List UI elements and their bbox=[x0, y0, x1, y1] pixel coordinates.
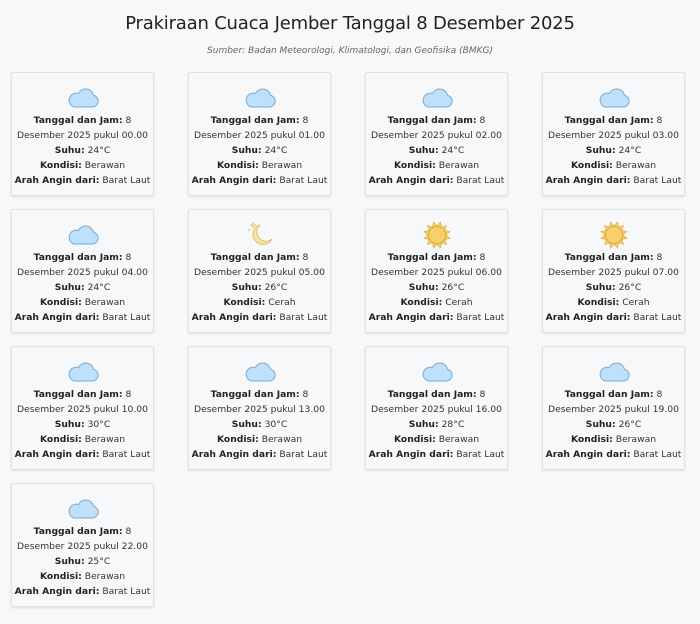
temperature-label: Suhu: bbox=[585, 419, 616, 430]
wind-label: Arah Angin dari: bbox=[14, 312, 100, 323]
temperature-line bbox=[12, 143, 153, 158]
temperature-value: 30°C bbox=[264, 419, 288, 430]
temperature-line bbox=[12, 554, 153, 569]
temperature-label: Suhu: bbox=[54, 145, 85, 156]
sun-icon bbox=[366, 224, 507, 250]
temperature-label: Suhu: bbox=[54, 419, 85, 430]
condition-value: Berawan bbox=[84, 297, 126, 308]
temperature-line bbox=[366, 280, 507, 295]
wind-value: Barat Laut bbox=[102, 586, 151, 597]
datetime-day: 8 bbox=[479, 252, 486, 263]
datetime-label: Tanggal dan Jam: bbox=[210, 389, 300, 400]
cloud-icon bbox=[189, 361, 330, 387]
datetime-line bbox=[543, 250, 684, 265]
condition-line bbox=[189, 432, 330, 447]
condition-label: Kondisi: bbox=[39, 297, 82, 308]
wind-label: Arah Angin dari: bbox=[545, 449, 631, 460]
datetime-value: Desember 2025 pukul 04.00 bbox=[17, 267, 148, 278]
temperature-label: Suhu: bbox=[585, 282, 616, 293]
wind-value: Barat Laut bbox=[633, 175, 682, 186]
datetime-day: 8 bbox=[125, 115, 132, 126]
wind-value: Barat Laut bbox=[633, 312, 682, 323]
condition-line bbox=[12, 295, 153, 310]
temperature-value: 24°C bbox=[441, 145, 465, 156]
wind-line bbox=[12, 584, 153, 599]
forecast-card-11 bbox=[542, 346, 685, 470]
temperature-value: 24°C bbox=[87, 282, 111, 293]
condition-label: Kondisi: bbox=[39, 160, 82, 171]
condition-line bbox=[543, 158, 684, 173]
condition-line bbox=[543, 295, 684, 310]
condition-label: Kondisi: bbox=[400, 297, 443, 308]
datetime-label: Tanggal dan Jam: bbox=[387, 115, 477, 126]
temperature-value: 28°C bbox=[441, 419, 465, 430]
datetime-label: Tanggal dan Jam: bbox=[564, 389, 654, 400]
condition-value: Cerah bbox=[445, 297, 473, 308]
wind-line bbox=[366, 447, 507, 462]
wind-line bbox=[189, 447, 330, 462]
temperature-line bbox=[543, 280, 684, 295]
sun-icon bbox=[543, 224, 684, 250]
condition-label: Kondisi: bbox=[39, 434, 82, 445]
temperature-value: 24°C bbox=[87, 145, 111, 156]
wind-value: Barat Laut bbox=[633, 449, 682, 460]
forecast-card-9 bbox=[188, 346, 331, 470]
wind-value: Barat Laut bbox=[456, 449, 505, 460]
datetime-value: Desember 2025 pukul 02.00 bbox=[371, 130, 502, 141]
temperature-label: Suhu: bbox=[54, 556, 85, 567]
condition-value: Cerah bbox=[622, 297, 650, 308]
condition-line bbox=[12, 158, 153, 173]
temperature-value: 26°C bbox=[618, 419, 642, 430]
temperature-line bbox=[543, 417, 684, 432]
cloud-icon bbox=[366, 361, 507, 387]
datetime-label: Tanggal dan Jam: bbox=[564, 115, 654, 126]
wind-label: Arah Angin dari: bbox=[368, 312, 454, 323]
wind-label: Arah Angin dari: bbox=[368, 449, 454, 460]
wind-line bbox=[12, 310, 153, 325]
condition-value: Berawan bbox=[84, 160, 126, 171]
datetime-line bbox=[543, 387, 684, 402]
temperature-label: Suhu: bbox=[408, 145, 439, 156]
forecast-card-2 bbox=[365, 72, 508, 196]
forecast-grid bbox=[11, 72, 687, 607]
wind-line bbox=[543, 447, 684, 462]
moon-icon bbox=[189, 224, 330, 250]
datetime-line bbox=[189, 113, 330, 128]
temperature-line bbox=[189, 417, 330, 432]
cloud-icon bbox=[189, 87, 330, 113]
condition-value: Berawan bbox=[615, 160, 657, 171]
cloud-icon bbox=[12, 87, 153, 113]
forecast-card-8 bbox=[11, 346, 154, 470]
datetime-value: Desember 2025 pukul 22.00 bbox=[17, 541, 148, 552]
datetime-label: Tanggal dan Jam: bbox=[33, 115, 123, 126]
wind-value: Barat Laut bbox=[456, 312, 505, 323]
temperature-line bbox=[12, 280, 153, 295]
temperature-line bbox=[543, 143, 684, 158]
temperature-label: Suhu: bbox=[408, 419, 439, 430]
condition-value: Berawan bbox=[438, 434, 480, 445]
cloud-icon bbox=[366, 87, 507, 113]
condition-label: Kondisi: bbox=[577, 297, 620, 308]
page-title: Prakiraan Cuaca Jember Tanggal 8 Desember 2025 bbox=[125, 13, 575, 34]
datetime-line bbox=[12, 387, 153, 402]
datetime-value: Desember 2025 pukul 10.00 bbox=[17, 404, 148, 415]
condition-value: Berawan bbox=[84, 571, 126, 582]
wind-value: Barat Laut bbox=[456, 175, 505, 186]
condition-label: Kondisi: bbox=[570, 434, 613, 445]
condition-label: Kondisi: bbox=[393, 434, 436, 445]
wind-line bbox=[12, 173, 153, 188]
datetime-day: 8 bbox=[125, 389, 132, 400]
datetime-value: Desember 2025 pukul 19.00 bbox=[548, 404, 679, 415]
cloud-icon bbox=[543, 361, 684, 387]
forecast-card-4 bbox=[11, 209, 154, 333]
cloud-icon bbox=[12, 224, 153, 250]
temperature-label: Suhu: bbox=[231, 145, 262, 156]
condition-label: Kondisi: bbox=[393, 160, 436, 171]
datetime-day: 8 bbox=[656, 252, 663, 263]
wind-label: Arah Angin dari: bbox=[191, 312, 277, 323]
temperature-value: 26°C bbox=[618, 282, 642, 293]
wind-label: Arah Angin dari: bbox=[545, 312, 631, 323]
condition-value: Berawan bbox=[438, 160, 480, 171]
datetime-line bbox=[189, 250, 330, 265]
forecast-card-10 bbox=[365, 346, 508, 470]
datetime-label: Tanggal dan Jam: bbox=[387, 252, 477, 263]
cloud-icon bbox=[543, 87, 684, 113]
datetime-value: Desember 2025 pukul 03.00 bbox=[548, 130, 679, 141]
condition-value: Cerah bbox=[268, 297, 296, 308]
wind-line bbox=[366, 173, 507, 188]
forecast-card-1 bbox=[188, 72, 331, 196]
datetime-line bbox=[543, 113, 684, 128]
wind-value: Barat Laut bbox=[279, 175, 328, 186]
condition-line bbox=[12, 432, 153, 447]
wind-line bbox=[543, 310, 684, 325]
temperature-line bbox=[189, 280, 330, 295]
datetime-label: Tanggal dan Jam: bbox=[210, 115, 300, 126]
condition-value: Berawan bbox=[615, 434, 657, 445]
temperature-line bbox=[366, 143, 507, 158]
datetime-day: 8 bbox=[656, 115, 663, 126]
wind-label: Arah Angin dari: bbox=[545, 175, 631, 186]
temperature-line bbox=[189, 143, 330, 158]
wind-value: Barat Laut bbox=[279, 449, 328, 460]
datetime-day: 8 bbox=[302, 115, 309, 126]
condition-label: Kondisi: bbox=[223, 297, 266, 308]
datetime-label: Tanggal dan Jam: bbox=[387, 389, 477, 400]
datetime-day: 8 bbox=[479, 115, 486, 126]
datetime-line bbox=[366, 113, 507, 128]
wind-label: Arah Angin dari: bbox=[368, 175, 454, 186]
condition-value: Berawan bbox=[261, 434, 303, 445]
datetime-label: Tanggal dan Jam: bbox=[210, 252, 300, 263]
wind-value: Barat Laut bbox=[279, 312, 328, 323]
forecast-card-12 bbox=[11, 483, 154, 607]
datetime-value: Desember 2025 pukul 16.00 bbox=[371, 404, 502, 415]
condition-line bbox=[189, 295, 330, 310]
condition-value: Berawan bbox=[84, 434, 126, 445]
temperature-line bbox=[366, 417, 507, 432]
datetime-day: 8 bbox=[479, 389, 486, 400]
datetime-label: Tanggal dan Jam: bbox=[564, 252, 654, 263]
cloud-icon bbox=[12, 361, 153, 387]
wind-line bbox=[189, 310, 330, 325]
temperature-label: Suhu: bbox=[408, 282, 439, 293]
datetime-value: Desember 2025 pukul 05.00 bbox=[194, 267, 325, 278]
datetime-day: 8 bbox=[125, 526, 132, 537]
forecast-card-7 bbox=[542, 209, 685, 333]
datetime-value: Desember 2025 pukul 00.00 bbox=[17, 130, 148, 141]
condition-label: Kondisi: bbox=[570, 160, 613, 171]
wind-label: Arah Angin dari: bbox=[14, 175, 100, 186]
datetime-day: 8 bbox=[125, 252, 132, 263]
temperature-line bbox=[12, 417, 153, 432]
wind-label: Arah Angin dari: bbox=[14, 449, 100, 460]
condition-line bbox=[543, 432, 684, 447]
condition-line bbox=[366, 158, 507, 173]
cloud-icon bbox=[12, 498, 153, 524]
temperature-value: 26°C bbox=[441, 282, 465, 293]
wind-value: Barat Laut bbox=[102, 175, 151, 186]
temperature-value: 24°C bbox=[264, 145, 288, 156]
condition-line bbox=[12, 569, 153, 584]
wind-value: Barat Laut bbox=[102, 312, 151, 323]
forecast-card-0 bbox=[11, 72, 154, 196]
datetime-label: Tanggal dan Jam: bbox=[33, 252, 123, 263]
datetime-value: Desember 2025 pukul 07.00 bbox=[548, 267, 679, 278]
temperature-label: Suhu: bbox=[54, 282, 85, 293]
temperature-value: 25°C bbox=[87, 556, 111, 567]
datetime-day: 8 bbox=[302, 252, 309, 263]
wind-line bbox=[12, 447, 153, 462]
forecast-card-3 bbox=[542, 72, 685, 196]
source-caption: Sumber: Badan Meteorologi, Klimatologi, dan Geofisika (BMKG) bbox=[207, 46, 493, 56]
wind-line bbox=[543, 173, 684, 188]
datetime-label: Tanggal dan Jam: bbox=[33, 526, 123, 537]
datetime-line bbox=[12, 113, 153, 128]
datetime-value: Desember 2025 pukul 13.00 bbox=[194, 404, 325, 415]
datetime-line bbox=[189, 387, 330, 402]
wind-line bbox=[189, 173, 330, 188]
temperature-value: 26°C bbox=[264, 282, 288, 293]
condition-line bbox=[366, 432, 507, 447]
wind-label: Arah Angin dari: bbox=[14, 586, 100, 597]
datetime-line bbox=[12, 524, 153, 539]
temperature-label: Suhu: bbox=[231, 419, 262, 430]
condition-line bbox=[189, 158, 330, 173]
condition-line bbox=[366, 295, 507, 310]
condition-value: Berawan bbox=[261, 160, 303, 171]
wind-value: Barat Laut bbox=[102, 449, 151, 460]
datetime-day: 8 bbox=[302, 389, 309, 400]
datetime-value: Desember 2025 pukul 06.00 bbox=[371, 267, 502, 278]
datetime-value: Desember 2025 pukul 01.00 bbox=[194, 130, 325, 141]
datetime-line bbox=[12, 250, 153, 265]
datetime-label: Tanggal dan Jam: bbox=[33, 389, 123, 400]
datetime-line bbox=[366, 250, 507, 265]
temperature-label: Suhu: bbox=[231, 282, 262, 293]
datetime-line bbox=[366, 387, 507, 402]
condition-label: Kondisi: bbox=[216, 160, 259, 171]
datetime-day: 8 bbox=[656, 389, 663, 400]
wind-label: Arah Angin dari: bbox=[191, 175, 277, 186]
temperature-value: 24°C bbox=[618, 145, 642, 156]
wind-line bbox=[366, 310, 507, 325]
forecast-card-6 bbox=[365, 209, 508, 333]
wind-label: Arah Angin dari: bbox=[191, 449, 277, 460]
condition-label: Kondisi: bbox=[216, 434, 259, 445]
temperature-label: Suhu: bbox=[585, 145, 616, 156]
condition-label: Kondisi: bbox=[39, 571, 82, 582]
temperature-value: 30°C bbox=[87, 419, 111, 430]
forecast-card-5 bbox=[188, 209, 331, 333]
